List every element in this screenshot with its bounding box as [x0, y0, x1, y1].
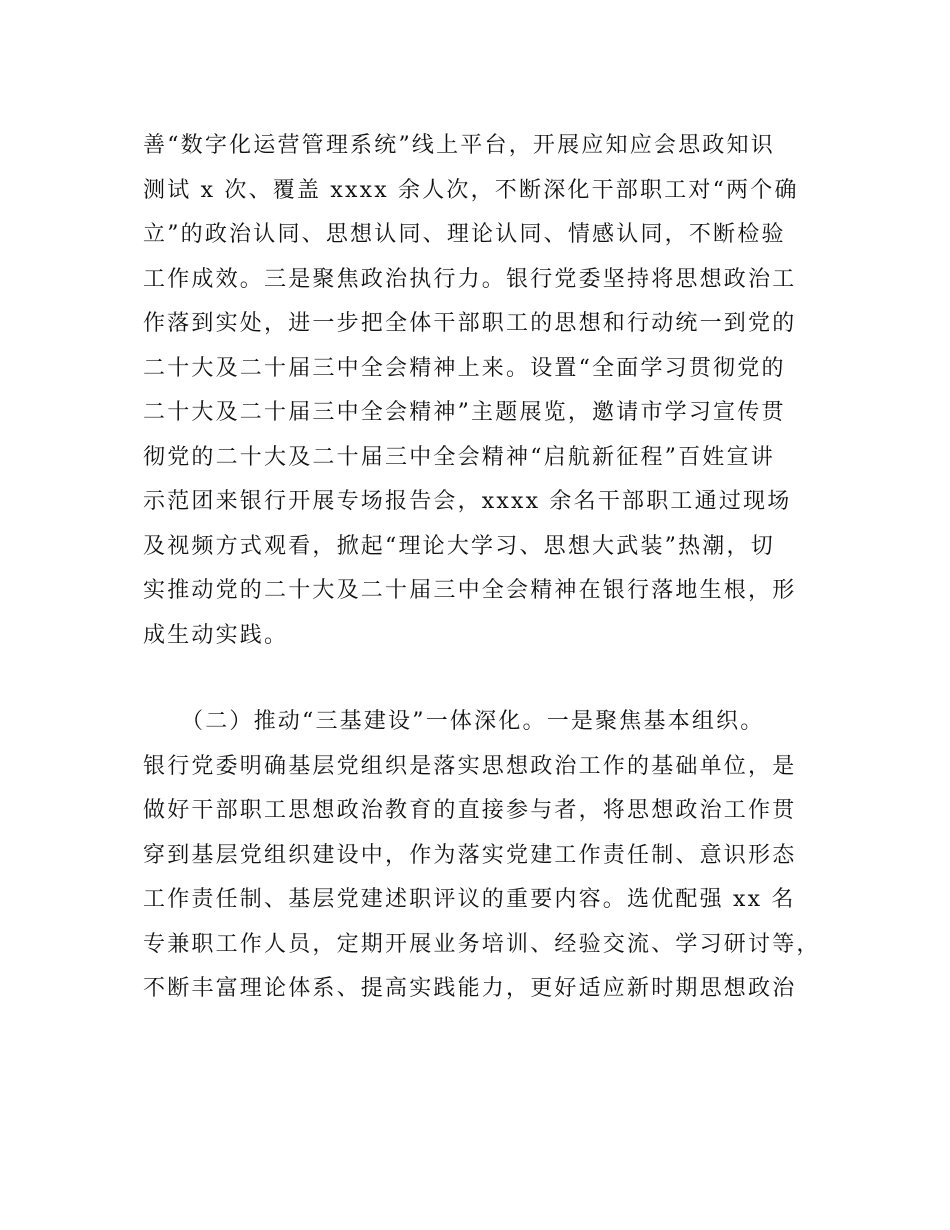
- text-line: 示范团来银行开展专场报告会，xxxx 余名干部职工通过现场: [143, 489, 792, 514]
- text-line: 穿到基层党组织建设中，作为落实党建工作责任制、意识形态: [143, 842, 797, 868]
- text-line: 工作成效。三是聚焦政治执行力。银行党委坚持将思想政治工: [143, 266, 797, 292]
- text-line: 专兼职工作人员，定期开展业务培训、经验交流、学习研讨等，: [143, 931, 821, 957]
- text-line: 二十大及二十届三中全会精神上来。设置“全面学习贯彻党的: [143, 355, 786, 381]
- text-line: 及视频方式观看，掀起“理论大学习、思想大武装”热潮，切: [143, 533, 775, 559]
- text-line: 彻党的二十大及二十届三中全会精神“启航新征程”百姓宣讲: [143, 444, 775, 470]
- paragraph-2: [143, 700, 823, 1012]
- section-heading-line: （二）推动“三基建设”一体深化。一是聚焦基本组织。: [181, 709, 765, 734]
- text-line: 善“数字化运营管理系统”线上平台，开展应知应会思政知识: [143, 133, 775, 158]
- text-line: 工作责任制、基层党建述职评议的重要内容。选优配强 xx 名: [143, 887, 796, 912]
- text-line: 立”的政治认同、思想认同、理论认同、情感认同，不断检验: [143, 222, 786, 247]
- text-line: 银行党委明确基层党组织是落实思想政治工作的基础单位，是: [143, 753, 797, 779]
- text-line: 实推动党的二十大及二十届三中全会精神在银行落地生根，形: [143, 578, 797, 603]
- text-line: 作落到实处，进一步把全体干部职工的思想和行动统一到党的: [143, 311, 797, 336]
- paragraph-1: [143, 124, 823, 658]
- text-line: 测试 x 次、覆盖 xxxx 余人次，不断深化干部职工对“两个确: [143, 177, 799, 203]
- text-line: 做好干部职工思想政治教育的直接参与者，将思想政治工作贯: [143, 798, 797, 823]
- text-line: 二十大及二十届三中全会精神”主题展览，邀请市学习宣传贯: [143, 400, 786, 425]
- text-line: 成生动实践。: [143, 622, 289, 648]
- text-line: 不断丰富理论体系、提高实践能力，更好适应新时期思想政治: [143, 976, 797, 1001]
